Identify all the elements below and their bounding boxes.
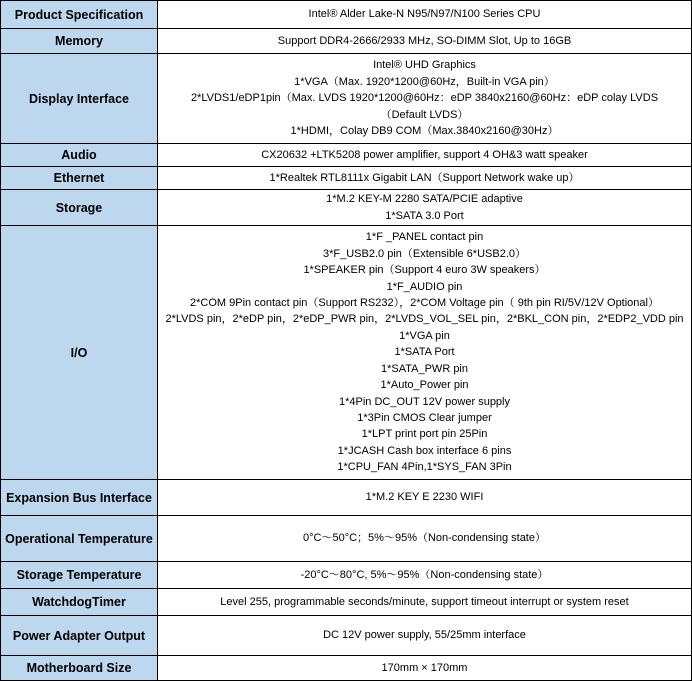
spec-value	[158, 589, 692, 616]
spec-value-line: 3*F_USB2.0 pin（Extensible 6*USB2.0）	[323, 247, 526, 260]
spec-row	[1, 144, 692, 167]
spec-label: Operational Temperature	[1, 516, 158, 562]
spec-value-line: 2*LVDS pin，2*eDP pin，2*eDP_PWR pin，2*LVDS_VOL_SEL pin，2*BKL_CON pin，2*EDP2_VDD pin	[165, 313, 684, 326]
spec-value-line: DC 12V power supply, 55/25mm interface	[323, 629, 526, 642]
spec-row	[1, 516, 692, 562]
spec-label: Storage Temperature	[1, 562, 158, 589]
spec-row	[1, 562, 692, 589]
spec-row	[1, 1, 692, 29]
spec-value-line: 1*4Pin DC_OUT 12V power supply	[339, 395, 510, 408]
spec-label: Memory	[1, 29, 158, 54]
spec-value-line: 1*VGA pin	[399, 329, 450, 342]
spec-value-line: 1*F_AUDIO pin	[386, 280, 463, 293]
spec-row	[1, 29, 692, 54]
spec-label: WatchdogTimer	[1, 589, 158, 616]
spec-value-line: 1*3Pin CMOS Clear jumper	[357, 411, 492, 424]
spec-value-line: 2*COM 9Pin contact pin（Support RS232），2*COM Voltage pin（ 9th pin RI/5V/12V Optional）	[190, 297, 659, 310]
spec-value-line: （Default LVDS）	[380, 108, 469, 121]
spec-label: Product Specification	[1, 1, 158, 29]
spec-value-line: 1*M.2 KEY E 2230 WIFI	[365, 491, 484, 504]
spec-value-line: Level 255, programmable seconds/minute, support timeout interrupt or system reset	[220, 595, 629, 608]
spec-value	[158, 516, 692, 562]
spec-value-line: 1*VGA（Max. 1920*1200@60Hz，Built-in VGA pin）	[294, 75, 555, 88]
spec-value-line: 1*CPU_FAN 4Pin,1*SYS_FAN 3Pin	[337, 461, 512, 474]
spec-label: Ethernet	[1, 167, 158, 190]
spec-value	[158, 562, 692, 589]
spec-value-line: Support DDR4-2666/2933 MHz, SO-DIMM Slot, Up to 16GB	[277, 34, 572, 47]
spec-value-line: 1*Realtek RTL8111x Gigabit LAN（Support Network wake up）	[269, 171, 580, 184]
spec-label: Expansion Bus Interface	[1, 480, 158, 516]
spec-value-line: -20°C～80°C, 5%～95%（Non-condensing state）	[300, 568, 549, 581]
spec-value	[158, 1, 692, 29]
spec-value	[158, 226, 692, 480]
spec-row	[1, 190, 692, 226]
spec-label: Motherboard Size	[1, 656, 158, 681]
spec-row	[1, 616, 692, 656]
spec-label: Audio	[1, 144, 158, 167]
spec-value-line: Intel® Alder Lake-N N95/N97/N100 Series CPU	[308, 8, 541, 21]
spec-row	[1, 167, 692, 190]
spec-value-line: 1*LPT print port pin 25Pin	[361, 428, 488, 441]
spec-value-line: 2*LVDS1/eDP1pin（Max. LVDS 1920*1200@60Hz：eDP 3840x2160@60Hz：eDP colay LVDS	[190, 92, 659, 105]
spec-value-line: 1*Auto_Power pin	[380, 379, 469, 392]
spec-value	[158, 29, 692, 54]
spec-value	[158, 167, 692, 190]
spec-row	[1, 480, 692, 516]
spec-value	[158, 54, 692, 144]
spec-label: I/O	[1, 226, 158, 480]
spec-row	[1, 226, 692, 480]
spec-value-line: 0°C～50°C；5%～95%（Non-condensing state）	[303, 532, 546, 545]
spec-value	[158, 144, 692, 167]
spec-value-line: 1*SATA Port	[394, 346, 455, 359]
spec-value-line: 1*M.2 KEY-M 2280 SATA/PCIE adaptive	[326, 193, 523, 206]
spec-row	[1, 656, 692, 681]
spec-label: Display Interface	[1, 54, 158, 144]
spec-value-line: 1*HDMI，Colay DB9 COM（Max.3840x2160@30Hz）	[290, 125, 559, 138]
spec-table-body	[1, 1, 692, 681]
spec-value	[158, 656, 692, 681]
spec-label: Storage	[1, 190, 158, 226]
spec-value-line: 1*SPEAKER pin（Support 4 euro 3W speakers）	[303, 264, 546, 277]
spec-row	[1, 54, 692, 144]
spec-value	[158, 480, 692, 516]
spec-value	[158, 616, 692, 656]
spec-value-line: 170mm × 170mm	[381, 661, 468, 674]
spec-row	[1, 589, 692, 616]
spec-label: Power Adapter Output	[1, 616, 158, 656]
spec-value	[158, 190, 692, 226]
spec-value-line: 1*SATA 3.0 Port	[385, 209, 464, 222]
spec-value-line: Intel® UHD Graphics	[373, 59, 476, 72]
spec-value-line: 1*F _PANEL contact pin	[365, 231, 484, 244]
spec-value-line: CX20632 +LTK5208 power amplifier, support 4 OH&3 watt speaker	[261, 148, 588, 161]
spec-value-line: 1*SATA_PWR pin	[380, 362, 468, 375]
spec-value-line: 1*JCASH Cash box interface 6 pins	[337, 444, 512, 457]
